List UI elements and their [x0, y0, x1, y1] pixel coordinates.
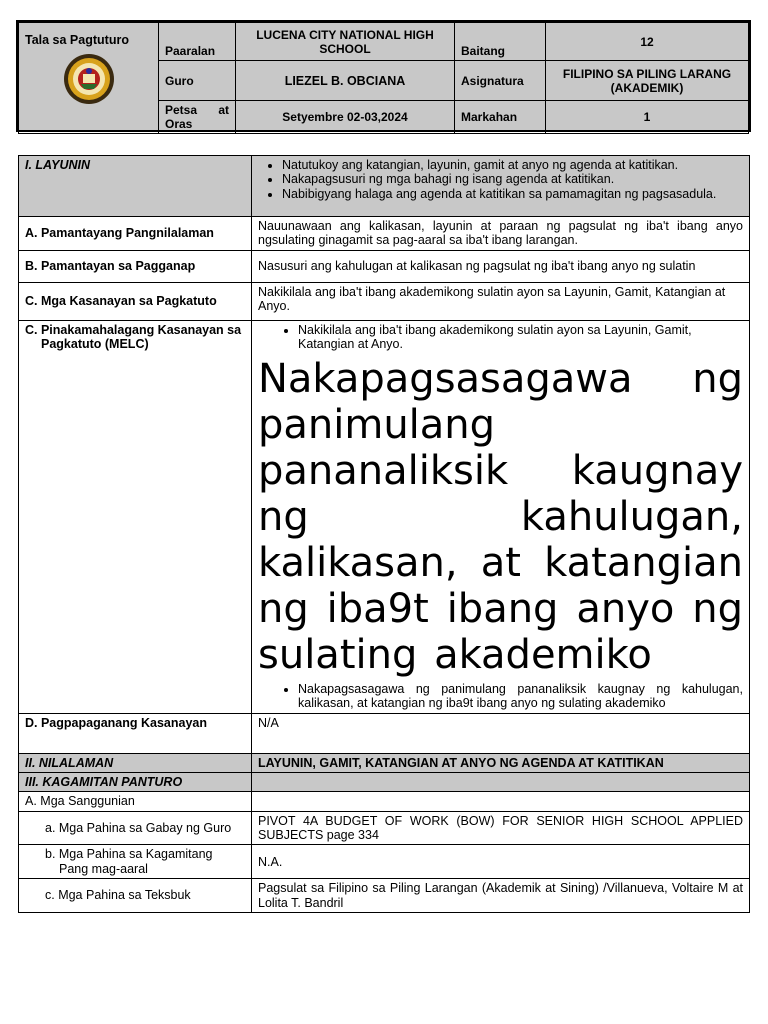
layunin-item: • Natutukoy ang katangian, layunin, gamit at anyo ng agenda at katitikan.: [282, 158, 743, 172]
melc-list-bottom: [258, 682, 743, 711]
petsa-value: Setyembre 02-03,2024: [236, 101, 455, 134]
pagganap-label: B. Pamantayan sa Pagganap: [19, 251, 252, 283]
melc-big-text: Nakapagsasagawa ng panimulang pananaliksik kaugnay ng kahulugan, kalikasan, at katangian ng iba9t ibang anyo ng sulating akademiko: [258, 355, 743, 678]
baitang-value: 12: [546, 23, 749, 61]
layunin-row: [19, 156, 750, 217]
kagamitan-label: III. KAGAMITAN PANTURO: [19, 772, 252, 791]
kasanayan-label: C. Mga Kasanayan sa Pagkatuto: [19, 283, 252, 321]
paaralan-value: LUCENA CITY NATIONAL HIGH SCHOOL: [236, 23, 455, 61]
pagpapaganang-value: N/A: [252, 713, 750, 753]
layunin-item: • Nabibigyang halaga ang agenda at katitikan sa pamamagitan ng pagsasadula.: [282, 187, 743, 201]
pagganap-value: Nasusuri ang kahulugan at kalikasan ng pagsulat ng iba't ibang anyo ng sulatin: [252, 251, 750, 283]
teksbuk-value: Pagsulat sa Filipino sa Piling Larangan (Akademik at Sining) /Villanueva, Voltaire M at Lolita T. Bandril: [252, 879, 750, 913]
asignatura-value: FILIPINO SA PILING LARANG (AKADEMIK): [546, 61, 749, 101]
kagamitang-label: b. Mga Pahina sa Kagamitang Pang mag-aaral: [19, 845, 252, 879]
header-title: Tala sa Pagtuturo: [25, 33, 129, 47]
paaralan-label: Paaralan: [159, 23, 236, 61]
melc-list-top: [258, 323, 743, 352]
melc-row: [19, 321, 750, 714]
pamantayang-value: Nauunawaan ang kalikasan, layunin at paraan ng pagsulat ng iba't ibang anyo ngsulating ginagamit sa pag-aaral sa iba't ibang larangan.: [252, 217, 750, 251]
layunin-cell: [252, 156, 750, 217]
pamantayang-row: [19, 217, 750, 251]
nilalaman-label: II. NILALAMAN: [19, 753, 252, 772]
layunin-label: I. LAYUNIN: [19, 156, 252, 217]
pagpapaganang-label: D. Pagpapaganang Kasanayan: [19, 713, 252, 753]
melc-item: • Nakikilala ang iba't ibang akademikong sulatin ayon sa Layunin, Gamit, Katangian at Anyo.: [298, 323, 735, 352]
gabay-row: [19, 811, 750, 845]
nilalaman-row: [19, 753, 750, 772]
school-seal-icon: [63, 53, 115, 105]
header-logo-cell: [19, 23, 159, 134]
baitang-label: Baitang: [455, 23, 546, 61]
markahan-label: Markahan: [455, 101, 546, 134]
sanggunian-row: [19, 792, 750, 811]
petsa-label: Petsa at Oras: [159, 101, 236, 134]
melc-item: • Nakapagsasagawa ng panimulang pananaliksik kaugnay ng kahulugan, kalikasan, at katangian ng iba9t ibang anyo ng sulating akademiko: [298, 682, 743, 711]
teksbuk-label: c. Mga Pahina sa Teksbuk: [19, 879, 252, 913]
header-table: [16, 20, 751, 132]
gabay-label: a. Mga Pahina sa Gabay ng Guro: [19, 811, 252, 845]
sanggunian-label: A. Mga Sanggunian: [19, 792, 252, 811]
sanggunian-value: [252, 792, 750, 811]
layunin-item: • Nakapagsusuri ng mga bahagi ng isang agenda at katitikan.: [282, 172, 743, 186]
melc-label: C. Pinakamahalagang Kasanayan sa Pagkatuto (MELC): [25, 323, 242, 352]
gabay-value: PIVOT 4A BUDGET OF WORK (BOW) FOR SENIOR HIGH SCHOOL APPLIED SUBJECTS page 334: [252, 811, 750, 845]
pamantayang-label: A. Pamantayang Pangnilalaman: [19, 217, 252, 251]
layunin-list: [258, 158, 743, 201]
guro-label: Guro: [159, 61, 236, 101]
markahan-value: 1: [546, 101, 749, 134]
kagamitan-row: [19, 772, 750, 791]
melc-cell: [252, 321, 750, 714]
asignatura-label: Asignatura: [455, 61, 546, 101]
kagamitan-value: [252, 772, 750, 791]
nilalaman-value: LAYUNIN, GAMIT, KATANGIAN AT ANYO NG AGENDA AT KATITIKAN: [252, 753, 750, 772]
guro-value: LIEZEL B. OBCIANA: [236, 61, 455, 101]
pagpapaganang-row: [19, 713, 750, 753]
kagamitang-value: N.A.: [252, 845, 750, 879]
lesson-plan-table: [18, 155, 750, 913]
pagganap-row: [19, 251, 750, 283]
kagamitang-row: [19, 845, 750, 879]
kasanayan-value: Nakikilala ang iba't ibang akademikong sulatin ayon sa Layunin, Gamit, Katangian at Anyo.: [252, 283, 750, 321]
kasanayan-row: [19, 283, 750, 321]
teksbuk-row: [19, 879, 750, 913]
melc-label-cell: [19, 321, 252, 714]
